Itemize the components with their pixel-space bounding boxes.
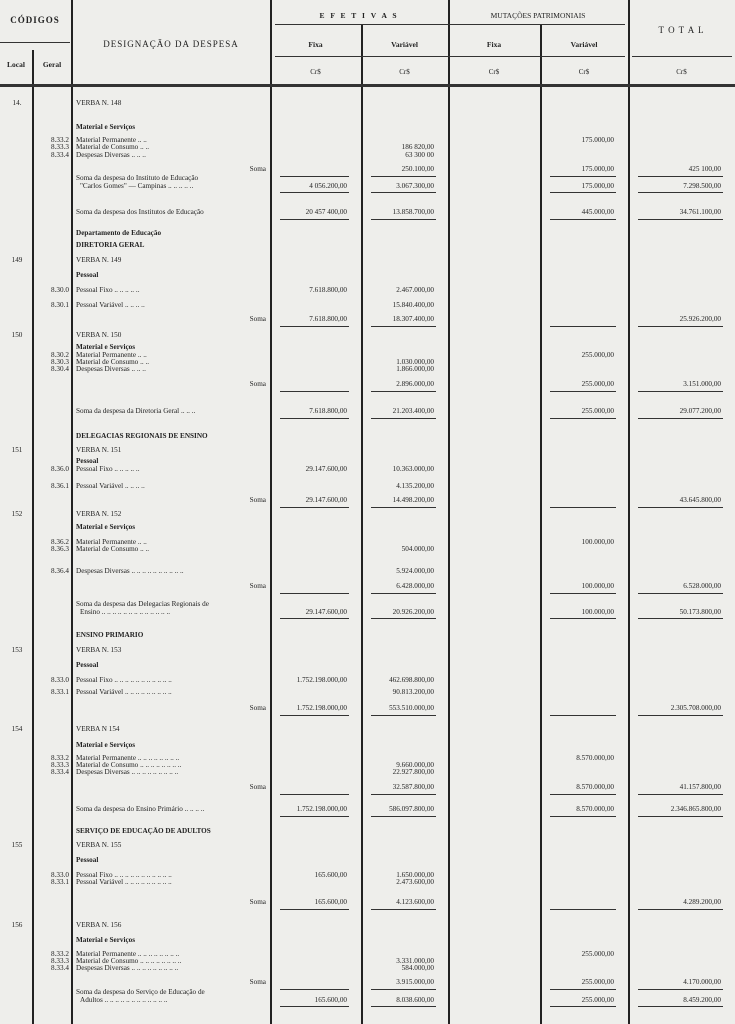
sum-underline [280,391,349,392]
code-geral: 8.36.4 [51,567,69,575]
value-var: 250.100,00 [401,165,434,173]
value-mut-var: 255.000,00 [581,978,614,986]
value-fixa: 165.600,00 [314,871,347,879]
header-rule [275,56,625,57]
value-var: 462.698.800,00 [389,676,434,684]
value-var: 4.123.600,00 [396,898,434,906]
value-fixa: 165.600,00 [314,996,347,1004]
value-var: 10.363.000,00 [392,465,434,473]
value-total: 2.305.708.000,00 [670,704,721,712]
sum-underline [371,909,436,910]
header-local: Local [7,60,25,69]
value-total: 25.926.200,00 [679,315,721,323]
sum-underline [280,989,349,990]
value-var: 14.498.200,00 [392,496,434,504]
sum-underline [638,794,723,795]
row-description: Material e Serviços [76,343,136,351]
code-geral: 8.30.3 [51,358,69,366]
sum-underline [371,192,436,193]
row-description: Soma da despesa do Serviço de Educação de [76,988,205,996]
code-geral: 8.33.0 [51,871,69,879]
sum-underline [550,909,616,910]
code-geral: 8.33.3 [51,957,69,965]
sum-underline [550,715,616,716]
sum-underline [280,618,349,619]
value-var: 90.813.200,00 [392,688,434,696]
code-geral: 8.30.4 [51,365,69,373]
sum-underline [371,794,436,795]
sum-underline [638,593,723,594]
sum-underline [280,418,349,419]
sum-underline [638,909,723,910]
row-description: Soma da despesa da Diretoria Geral .. .. .. [76,407,196,415]
code-local: 153 [11,646,23,654]
sum-underline [638,618,723,619]
value-total: 6.528.000,00 [683,582,721,590]
sum-underline [638,1006,723,1007]
value-var: 8.038.600,00 [396,996,434,1004]
value-mut-var: 255.000,00 [581,950,614,958]
value-var: 3.331.000,00 [396,957,434,965]
row-description-continued: Adultos .. .. .. .. .. .. .. .. .. .. .. .. [80,996,168,1004]
value-fixa: 29.147.600,00 [305,465,347,473]
code-local: 152 [11,510,23,518]
row-description: Despesas Diversas .. .. .. .. .. .. .. .. .. .. [76,567,184,575]
header-efetivas: E F E T I V A S [319,11,399,20]
value-var: 9.660.000,00 [396,761,434,769]
row-description: Pessoal [76,457,99,465]
currency-label: Cr$ [578,68,590,76]
sum-underline [638,989,723,990]
row-description: Material de Consumo .. .. [76,358,150,366]
sum-underline [371,176,436,177]
header-mutacoes-fixa: Fixa [486,40,502,49]
code-local: 154 [11,725,23,733]
row-description: Material Permanente .. .. [76,351,147,359]
code-local: 149 [11,256,23,264]
value-mut-var: 100.000,00 [581,608,614,616]
value-mut-var: 255.000,00 [581,380,614,388]
row-description: Departamento de Educação [76,229,162,237]
row-description: Soma da despesa das Delegacias Regionais de [76,600,209,608]
row-description: Soma da despesa dos Institutos de Educação [76,208,204,216]
row-description: Material Permanente .. .. [76,136,147,144]
soma-label: Soma [249,165,266,173]
value-var: 13.858.700,00 [392,208,434,216]
sum-underline [550,192,616,193]
soma-label: Soma [249,978,266,986]
row-description: Despesas Diversas .. .. .. [76,365,146,373]
code-geral: 8.33.3 [51,761,69,769]
sum-underline [280,176,349,177]
code-geral: 8.33.2 [51,754,69,762]
column-rule [540,25,542,1024]
row-description: Soma da despesa do Instituto de Educação [76,174,199,182]
sum-underline [280,794,349,795]
soma-label: Soma [249,496,266,504]
sum-underline [638,176,723,177]
value-total: 7.298.500,00 [683,182,721,190]
header-rule [0,42,70,43]
header-codigos: CÓDIGOS [10,15,60,25]
sum-underline [280,219,349,220]
row-description: Pessoal [76,856,99,864]
value-fixa: 1.752.198.000,00 [296,676,347,684]
row-description: Pessoal Variável .. .. .. .. [76,482,145,490]
value-var: 5.924.000,00 [396,567,434,575]
currency-label: Cr$ [310,68,321,76]
code-geral: 8.33.1 [51,878,69,886]
code-local: 155 [11,841,23,849]
value-var: 2.467.000,00 [396,286,434,294]
code-local: 14. [12,99,22,107]
soma-label: Soma [249,783,266,791]
row-description: VERBA N. 149 [76,256,122,264]
sum-underline [371,816,436,817]
value-total: 34.761.100,00 [679,208,721,216]
sum-underline [550,794,616,795]
value-total: 43.645.800,00 [679,496,721,504]
value-total: 2.346.865.800,00 [670,805,721,813]
sum-underline [371,715,436,716]
header-rule [632,56,732,57]
row-description-continued: Ensino .. .. .. .. .. .. .. .. .. .. .. .. .. [80,608,171,616]
row-description: Material e Serviços [76,936,136,944]
value-mut-var: 255.000,00 [581,407,614,415]
row-description: Despesas Diversas .. .. .. [76,151,146,159]
sum-underline [280,715,349,716]
sum-underline [550,326,616,327]
soma-label: Soma [249,582,266,590]
row-description: Pessoal Fixo .. .. .. .. .. [76,286,140,294]
value-mut-var: 255.000,00 [581,996,614,1004]
row-description: Pessoal Fixo .. .. .. .. .. .. .. .. .. .. .. [76,676,172,684]
code-geral: 8.36.0 [51,465,69,473]
soma-label: Soma [249,704,266,712]
value-fixa: 1.752.198.000,00 [296,805,347,813]
row-description: SERVIÇO DE EDUCAÇÃO DE ADULTOS [76,827,211,835]
sum-underline [371,219,436,220]
sum-underline [638,507,723,508]
code-geral: 8.33.4 [51,151,69,159]
code-geral: 8.33.2 [51,136,69,144]
row-description: Material de Consumo .. .. [76,545,150,553]
sum-underline [550,219,616,220]
value-mut-var: 8.570.000,00 [576,805,614,813]
row-description: VERBA N. 150 [76,331,122,339]
row-description: Pessoal Variável .. .. .. .. .. .. .. .. .. [76,878,172,886]
sum-underline [550,391,616,392]
row-description: VERBA N. 151 [76,446,122,454]
row-description: Material Permanente .. .. [76,538,147,546]
row-description: Material Permanente .. .. .. .. .. .. .. .. [76,754,180,762]
sum-underline [638,192,723,193]
row-description: Material e Serviços [76,523,136,531]
code-local: 151 [11,446,23,454]
value-fixa: 7.618.800,00 [309,286,347,294]
row-description: Pessoal [76,271,99,279]
value-mut-var: 8.570.000,00 [576,783,614,791]
sum-underline [638,326,723,327]
row-description: Pessoal Fixo .. .. .. .. .. .. .. .. .. .. .. [76,871,172,879]
value-mut-var: 175.000,00 [581,136,614,144]
sum-underline [371,391,436,392]
row-description: Pessoal Variável .. .. .. .. .. .. .. .. .. [76,688,172,696]
sum-underline [638,418,723,419]
header-geral: Geral [42,60,62,69]
value-total: 4.289.200,00 [683,898,721,906]
sum-underline [371,989,436,990]
code-geral: 8.36.2 [51,538,69,546]
value-var: 32.587.800,00 [392,783,434,791]
value-total: 4.170.000,00 [683,978,721,986]
header-mutacoes-variavel: Variável [570,40,598,49]
value-mut-var: 175.000,00 [581,182,614,190]
sum-underline [280,909,349,910]
value-var: 63 300 00 [405,151,434,159]
value-fixa: 29.147.600,00 [305,496,347,504]
value-var: 20.926.200,00 [392,608,434,616]
value-var: 586.097.800,00 [389,805,434,813]
header-double-rule [0,84,735,87]
value-fixa: 7.618.800,00 [309,315,347,323]
soma-label: Soma [249,315,266,323]
header-rule [275,24,625,25]
sum-underline [638,816,723,817]
sum-underline [280,593,349,594]
value-mut-var: 100.000,00 [581,538,614,546]
row-description: DELEGACIAS REGIONAIS DE ENSINO [76,432,208,440]
value-var: 15.840.400,00 [392,301,434,309]
value-var: 186 820,00 [401,143,434,151]
sum-underline [280,1006,349,1007]
row-description: Pessoal Variável .. .. .. .. [76,301,145,309]
value-var: 18.307.400,00 [392,315,434,323]
value-var: 3.915.000,00 [396,978,434,986]
value-var: 1.866.000,00 [396,365,434,373]
header-efetivas-variavel: Variável [391,40,418,49]
sum-underline [638,391,723,392]
row-description: Despesas Diversas .. .. .. .. .. .. .. .. .. [76,768,179,776]
sum-underline [280,816,349,817]
sum-underline [550,816,616,817]
column-rule [448,0,450,1024]
value-fixa: 165.600,00 [314,898,347,906]
currency-label: Cr$ [399,68,410,76]
value-var: 584.000,00 [401,964,434,972]
code-geral: 8.30.1 [51,301,69,309]
column-rule [628,0,630,1024]
sum-underline [280,507,349,508]
sum-underline [371,618,436,619]
row-description: DIRETORIA GERAL [76,241,145,249]
code-geral: 8.30.2 [51,351,69,359]
value-var: 1.650.000,00 [396,871,434,879]
code-geral: 8.30.0 [51,286,69,294]
code-geral: 8.33.4 [51,964,69,972]
sum-underline [550,593,616,594]
row-description: Material de Consumo .. .. .. .. .. .. .. .. [76,957,182,965]
value-mut-var: 8.570.000,00 [576,754,614,762]
row-description: VERBA N. 148 [76,99,122,107]
header-designacao: DESIGNAÇÃO DA DESPESA [103,39,239,49]
header-total: T O T A L [658,25,705,35]
sum-underline [371,418,436,419]
row-description: Material e Serviços [76,123,136,131]
value-fixa: 7.618.800,00 [309,407,347,415]
sum-underline [550,418,616,419]
header-mutacoes: MUTAÇÕES PATRIMONIAIS [490,11,586,20]
row-description: Despesas Diversas .. .. .. .. .. .. .. .. .. [76,964,179,972]
row-description: Material e Serviços [76,741,136,749]
code-geral: 8.33.0 [51,676,69,684]
row-description: Soma da despesa do Ensino Primário .. .. .. .. [76,805,205,813]
row-description: VERBA N. 153 [76,646,122,654]
sum-underline [550,1006,616,1007]
sum-underline [371,1006,436,1007]
code-local: 150 [11,331,23,339]
value-fixa: 29.147.600,00 [305,608,347,616]
currency-label: Cr$ [488,68,500,76]
row-description: VERBA N. 152 [76,510,122,518]
value-fixa: 1.752.198.000,00 [296,704,347,712]
value-total: 8.459.200,00 [683,996,721,1004]
value-var: 2.473.600,00 [396,878,434,886]
row-description: VERBA N 154 [76,725,120,733]
code-geral: 8.33.2 [51,950,69,958]
row-description: Material de Consumo .. .. [76,143,150,151]
value-var: 1.030.000,00 [396,358,434,366]
sum-underline [550,989,616,990]
sum-underline [550,176,616,177]
row-description: Material Permanente .. .. .. .. .. .. .. .. [76,950,180,958]
row-description: Pessoal Fixo .. .. .. .. .. [76,465,140,473]
row-description: VERBA N. 155 [76,841,122,849]
row-description: VERBA N. 156 [76,921,122,929]
value-mut-var: 445.000,00 [581,208,614,216]
code-geral: 8.33.3 [51,143,69,151]
value-var: 21.203.400,00 [392,407,434,415]
value-var: 6.428.000,00 [396,582,434,590]
sum-underline [550,507,616,508]
column-rule [32,50,34,1024]
sum-underline [371,593,436,594]
value-var: 3.067.300,00 [396,182,434,190]
value-var: 553.510.000,00 [389,704,434,712]
sum-underline [280,192,349,193]
sum-underline [371,326,436,327]
value-total: 50.173.800,00 [679,608,721,616]
value-total: 425 100,00 [688,165,721,173]
value-total: 41.157.800,00 [679,783,721,791]
header-efetivas-fixa: Fixa [308,40,323,49]
code-local: 156 [11,921,23,929]
row-description: ENSINO PRIMARIO [76,631,144,639]
value-var: 22.927.800,00 [392,768,434,776]
column-rule [71,0,73,1024]
sum-underline [280,326,349,327]
row-description: Material de Consumo .. .. .. .. .. .. .. .. [76,761,182,769]
value-var: 4.135.200,00 [396,482,434,490]
value-mut-var: 175.000,00 [581,165,614,173]
soma-label: Soma [249,380,266,388]
code-geral: 8.36.1 [51,482,69,490]
value-total: 3.151.000,00 [683,380,721,388]
sum-underline [371,507,436,508]
value-fixa: 4 056.200,00 [309,182,347,190]
code-geral: 8.33.1 [51,688,69,696]
value-mut-var: 100.000,00 [581,582,614,590]
currency-label: Cr$ [676,68,687,76]
row-description-continued: "Carlos Gomes" — Campinas .. .. .. .. .. [80,182,194,190]
sum-underline [550,618,616,619]
value-total: 29.077.200,00 [679,407,721,415]
sum-underline [638,715,723,716]
code-geral: 8.36.3 [51,545,69,553]
soma-label: Soma [249,898,266,906]
sum-underline [638,219,723,220]
code-geral: 8.33.4 [51,768,69,776]
value-fixa: 20 457 400,00 [305,208,347,216]
value-var: 504.000,00 [401,545,434,553]
row-description: Pessoal [76,661,99,669]
value-var: 2.896.000,00 [396,380,434,388]
value-mut-var: 255.000,00 [581,351,614,359]
